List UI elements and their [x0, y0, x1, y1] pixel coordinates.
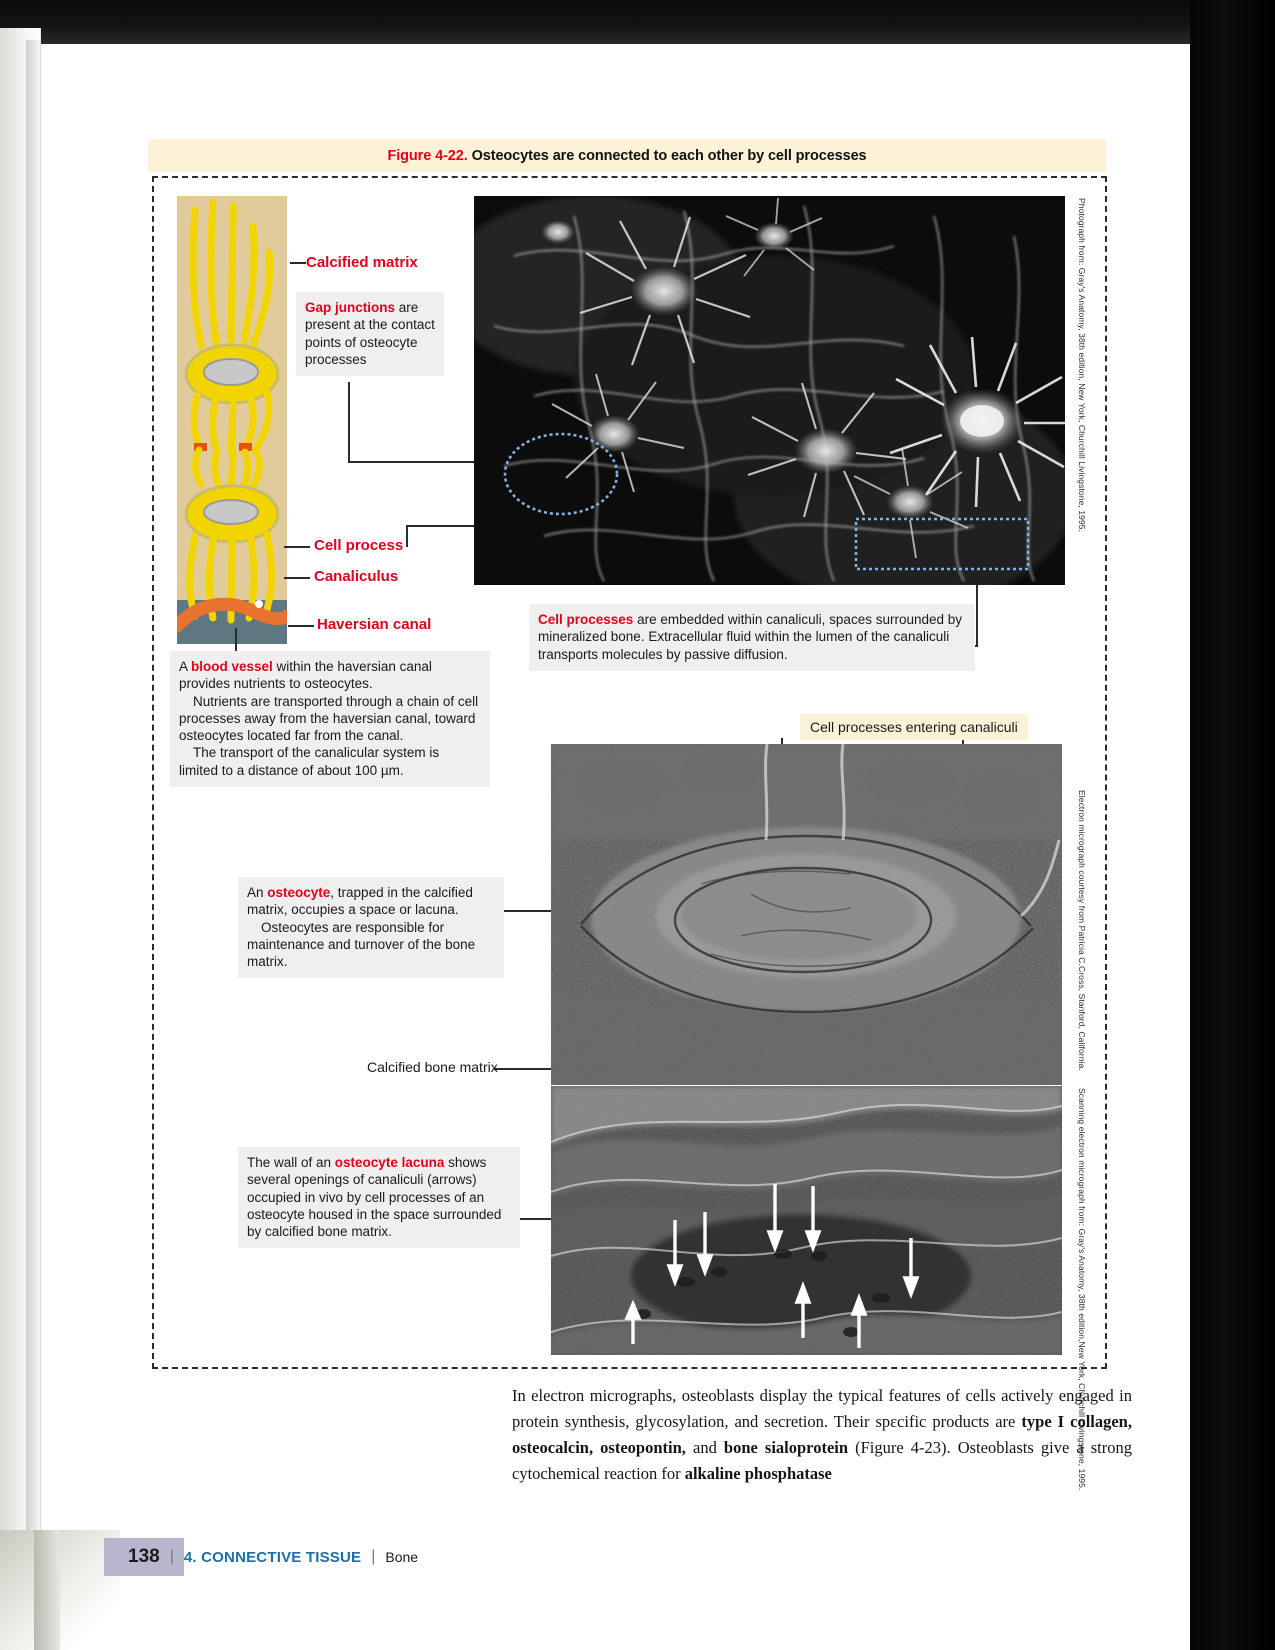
footer-separator-1: |	[169, 1548, 174, 1565]
callout-lacuna-pre: The wall of an	[247, 1155, 335, 1170]
body-text-bold-3: alkaline phosphatase	[684, 1464, 832, 1484]
footer-separator-2: |	[371, 1548, 376, 1565]
callout-blood-vessel-p1-post: within the haversian canal provides nutrients to osteocytes.	[179, 659, 432, 692]
leader-gap-junctions-h	[348, 461, 484, 463]
body-text-pre: In electron micrographs, osteoblasts display the typical features of cells actively engaged in protein synthesis, glycosylation, and secretion. Their spɛcific products are	[512, 1386, 1132, 1432]
body-text-bold-2: bone sialoprotein	[723, 1438, 849, 1458]
callout-lacuna-wall	[238, 1147, 520, 1248]
body-paragraph	[512, 1383, 1132, 1487]
label-cell-process: Cell process	[314, 537, 404, 554]
micrograph-bot-content	[551, 1086, 1062, 1355]
callout-gap-junctions-lead: Gap junctions	[305, 300, 396, 315]
callout-gap-junctions	[296, 292, 444, 376]
label-canaliculus: Canaliculus	[314, 568, 399, 585]
callout-lacuna-lead: osteocyte lacuna	[334, 1155, 445, 1170]
callout-osteocyte-pre: An	[247, 885, 268, 900]
figure-title: Osteocytes are connected to each other by cell processes	[471, 147, 867, 164]
leader-blood-vessel	[235, 628, 237, 652]
callout-blood-vessel-lead: blood vessel	[191, 659, 273, 674]
callout-cell-processes	[529, 604, 975, 671]
micrograph-mid-content	[551, 744, 1062, 1085]
page-corner-curl-inner	[34, 1530, 60, 1650]
label-calcified-matrix: Calcified matrix	[306, 254, 418, 271]
callout-osteocyte-p2: Osteocytes are responsible for maintenance and turnover of the bone matrix.	[247, 919, 476, 970]
scanner-top-shadow	[0, 0, 1190, 44]
micrograph-top-content	[474, 196, 1065, 585]
leader-cell-process	[284, 546, 310, 548]
scanner-right-shadow	[1190, 0, 1275, 1650]
label-haversian-canal: Haversian canal	[317, 616, 432, 633]
callout-gap-junctions-rest: are present at the contact points of osteocyte processes	[305, 300, 435, 367]
micrograph-confocal-osteocytes	[474, 196, 1065, 585]
callout-cell-processes-lead: Cell processes	[538, 612, 634, 627]
callout-osteocyte-lead: osteocyte	[267, 885, 331, 900]
footer-topic: Bone	[385, 1549, 419, 1565]
callout-cell-processes-rest: are embedded within canaliculi, spaces surrounded by mineralized bone. Extracellular fluid within the lumen of the canaliculi transports molecules by passive diffusion.	[538, 612, 963, 662]
label-calcified-bone-matrix: Calcified bone matrix	[367, 1059, 498, 1075]
figure-number: Figure 4-22.	[387, 147, 468, 164]
callout-osteocyte-post: , trapped in the calcified matrix, occupies a space or lacuna.	[247, 885, 473, 918]
figure-title-bar	[148, 139, 1106, 172]
micrograph-tem-osteocyte	[551, 744, 1062, 1085]
leader-calcified-matrix	[290, 262, 306, 264]
callout-lacuna-post: shows several openings of canaliculi (arrows) occupied in vivo by cell processes of an osteocyte housed in the space surrounded by calcified bone matrix.	[247, 1155, 502, 1240]
credit-bottom-micrograph: Scanning electron micrograph from: Gray's Anatomy, 38th edition,New York, Churchill Livingstone, 1995.	[1077, 1088, 1087, 1491]
body-text-mid-2: (Figure 4-23). Osteoblasts give a strong cytochemical reaction for	[512, 1438, 1132, 1484]
footer-chapter-title: 4. CONNECTIVE TISSUE	[183, 1548, 362, 1566]
callout-osteocyte	[238, 877, 504, 978]
callout-blood-vessel-p2: Nutrients are transported through a chain of cell processes away from the haversian canal, toward osteocytes located far from the canal.	[179, 693, 479, 744]
callout-blood-vessel-p1-pre: A	[179, 659, 192, 674]
footer-page-number: 138	[128, 1546, 160, 1567]
page-gutter-shadow	[26, 40, 44, 1650]
page-footer	[104, 1540, 664, 1574]
page-corner-curl	[0, 1530, 120, 1650]
body-text-bold-1: type I collagen, osteocalcin, osteopontin,	[512, 1412, 1132, 1458]
credit-middle-micrograph: Electron micrograph courtesy from Patricia C.Cross, Stanford, California.	[1077, 790, 1087, 1071]
leader-cellprocess-v	[406, 525, 408, 547]
micrograph-sem-lacuna-wall	[551, 1086, 1062, 1355]
leader-gap-junctions-v	[348, 382, 350, 462]
callout-blood-vessel-p3: The transport of the canalicular system is limited to a distance of about 100 µm.	[179, 745, 440, 778]
callout-blood-vessel	[170, 651, 490, 787]
label-cell-processes-entering-canaliculi: Cell processes entering canaliculi	[800, 714, 1028, 740]
body-text-mid-1: and	[685, 1438, 724, 1458]
leader-haversian-canal	[288, 625, 314, 627]
credit-top-micrograph: Photograph from: Gray's Anatomy, 38th edition, New York, Churchill Livingstone, 1995.	[1077, 198, 1087, 533]
osteocyte-schematic-diagram	[177, 196, 287, 644]
figure-title-text	[387, 148, 866, 164]
leader-canaliculus	[284, 577, 310, 579]
schematic-cells-svg	[177, 196, 287, 644]
